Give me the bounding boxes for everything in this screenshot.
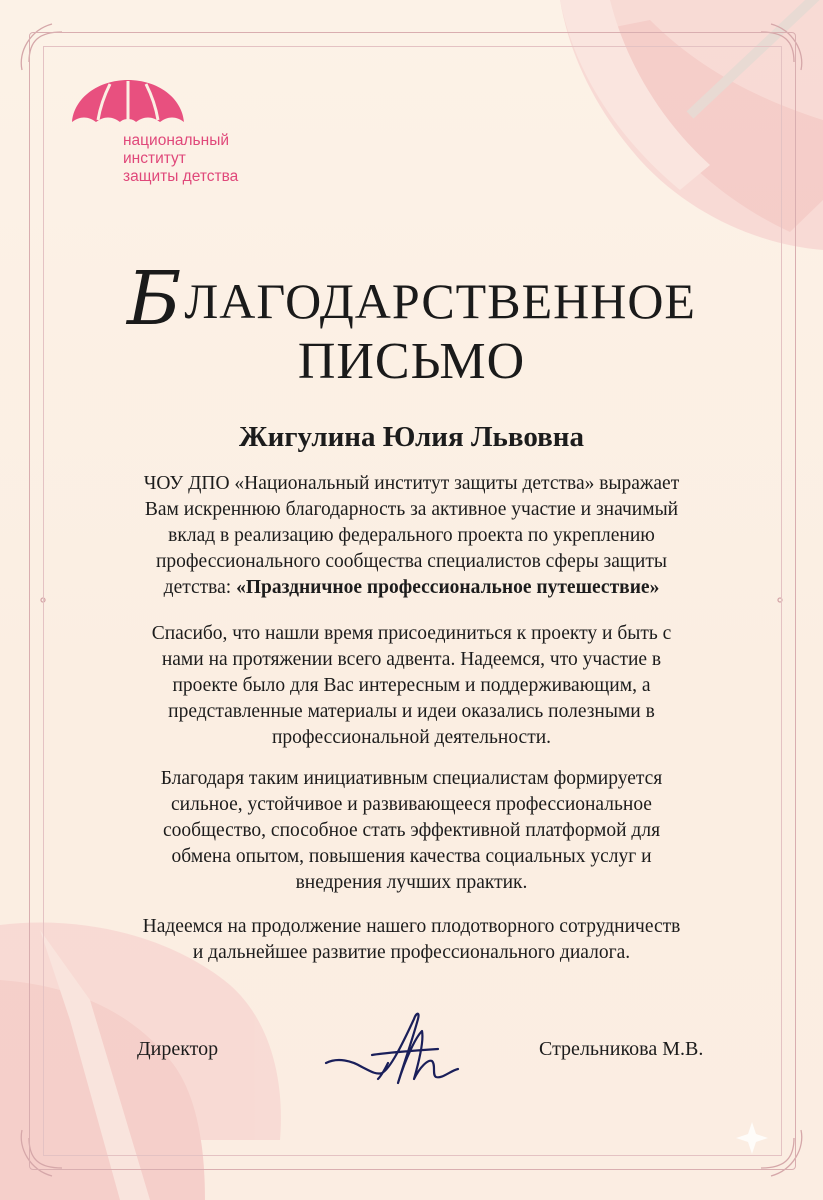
text-line: нами на протяжении всего адвента. Надеемся, что участие в [161,649,662,670]
text-line: Благодаря таким инициативным специалистам формируется [160,768,663,789]
text-line: и дальнейшее развитие профессионального диалога. [192,942,631,963]
text-line: профессионального сообщества специалистов сферы защиты [155,551,667,572]
project-name: «Праздничное профессиональное путешествие» [236,577,660,598]
paragraph-gratitude [60,471,763,601]
inner-frame [43,46,782,1156]
paragraph-thanks [60,621,763,751]
text-line: сильное, устойчивое и развивающееся профессиональное [171,794,652,815]
umbrella-logo-icon [70,78,186,128]
text-line: обмена опытом, повышения качества социальных услуг и [171,846,652,867]
text-line: Спасибо, что нашли время присоединиться к проекту и быть с [151,623,672,644]
paragraph-community [60,766,763,896]
logo-line: национальный [123,132,229,149]
signer-position: Директор [137,1038,219,1060]
text-line: сообщество, способное стать эффективной платформой для [162,820,661,841]
title-initial: Б [127,256,183,342]
logo-line: защиты детства [123,168,239,185]
text-line: Вам искреннюю благодарность за активное участие и значимый [144,499,679,520]
text-line: профессиональной деятельности. [271,727,552,748]
text-line: ЧОУ ДПО «Национальный институт защиты детства» выражает [143,473,680,494]
title-rest: ЛАГОДАРСТВЕННОЕ [184,273,696,329]
paragraph-closing [60,914,763,966]
document-title-line-1 [0,256,823,342]
organization-logo-text [123,132,323,186]
text-line: проекте было для Вас интересным и поддерживающим, а [172,675,651,696]
text-line: внедрения лучших практик. [295,872,528,893]
text-line: вклад в реализацию федерального проекта по укреплению [168,525,655,546]
logo-line: институт [123,150,186,167]
line-prefix: детства: [163,577,237,598]
signer-name: Стрельникова М.В. [539,1038,704,1060]
recipient-name: Жигулина Юлия Львовна [238,421,584,453]
text-line: представленные материалы и идеи оказались полезными в [168,701,655,722]
handwritten-signature-icon [318,1005,468,1095]
document-title-line-2: ПИСЬМО [297,333,526,390]
text-line: Надеемся на продолжение нашего плодотворного сотрудничеств [142,916,681,937]
text-line [60,575,763,601]
